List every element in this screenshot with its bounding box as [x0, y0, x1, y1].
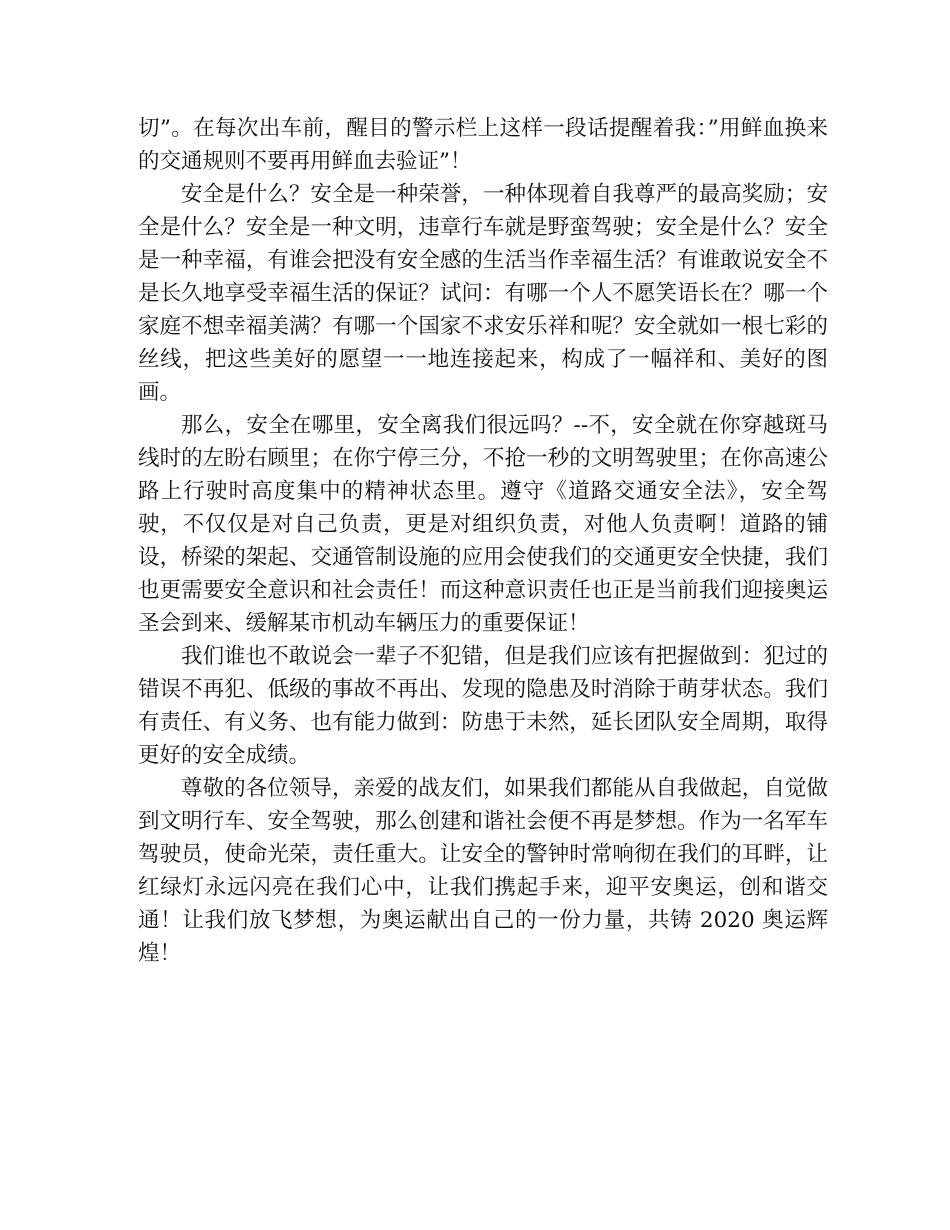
- document-body: [138, 112, 828, 970]
- paragraph-3: 那么，安全在哪里，安全离我们很远吗？--不，安全就在你穿越斑马线时的左盼右顾里；在你宁停三分，不抢一秒的文明驾驶里；在你高速公路上行驶时高度集中的精神状态里。遵守《道路交通安全法》，安全驾驶，不仅仅是对自己负责，更是对组织负责，对他人负责啊！道路的铺设，桥梁的架起、交通管制设施的应用会使我们的交通更安全快捷，我们也更需要安全意识和社会责任！而这种意识责任也正是当前我们迎接奥运圣会到来、缓解某市机动车辆压力的重要保证！: [138, 413, 828, 636]
- paragraph-4: 我们谁也不敢说会一辈子不犯错，但是我们应该有把握做到：犯过的错误不再犯、低级的事故不再出、发现的隐患及时消除于萌芽状态。我们有责任、有义务、也有能力做到：防患于未然，延长团队安全周期，取得更好的安全成绩。: [138, 644, 828, 768]
- paragraph-1: 切”。在每次出车前，醒目的警示栏上这样一段话提醒着我：”用鲜血换来的交通规则不要再用鲜血去验证”！: [138, 116, 828, 174]
- paragraph-2: 安全是什么？安全是一种荣誉，一种体现着自我尊严的最高奖励；安全是什么？安全是一种文明，违章行车就是野蛮驾驶；安全是什么？安全是一种幸福，有谁会把没有安全感的生活当作幸福生活？有谁敢说安全不是长久地享受幸福生活的保证？试问：有哪一个人不愿笑语长在？哪一个家庭不想幸福美满？有哪一个国家不求安乐祥和呢？安全就如一根七彩的丝线，把这些美好的愿望一一地连接起来，构成了一幅祥和、美好的图画。: [138, 182, 828, 405]
- paragraph-5: 尊敬的各位领导，亲爱的战友们，如果我们都能从自我做起，自觉做到文明行车、安全驾驶，那么创建和谐社会便不再是梦想。作为一名军车驾驶员，使命光荣，责任重大。让安全的警钟时常响彻在我们的耳畔，让红绿灯永远闪亮在我们心中，让我们携起手来，迎平安奥运，创和谐交通！让我们放飞梦想，为奥运献出自己的一份力量，共铸 2020 奥运辉煌！: [138, 776, 828, 966]
